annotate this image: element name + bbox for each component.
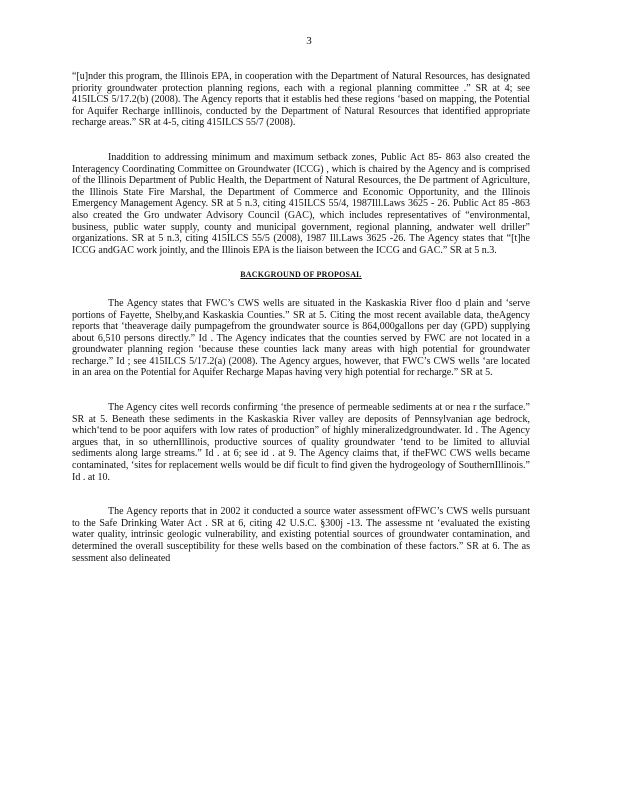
document-body — [72, 71, 530, 587]
paragraph-3: The Agency states that FWC’s CWS wells are situated in the Kaskaskia River floo d plain and ‘serve portions of Fayette, Shelby,and Kaskaskia Counties.” SR at 5. Citing the most recent available data, theAgency reports that ‘theaverage daily pumpagefrom the groundwater source is 864,000gallons per day (GPD) supplying about 6,510 persons directly.” Id . The Agency indicates that the counties served by FWC are not located in a groundwater planning region ‘because these counties lack many areas with high potential for groundwater recharge.” Id ; see 415ILCS 5/17.2(a) (2008). The Agency argues, however, that FWC’s CWS wells ‘are located in an area on the Potential for Aquifer Recharge Mapas having very high potential for recharge.” SR at 5. — [72, 297, 530, 379]
section-heading-text: BACKGROUND OF PROPOSAL — [240, 270, 362, 280]
paragraph-4: The Agency cites well records confirming ‘the presence of permeable sediments at or nea r the surface.” SR at 5. Beneath these sediments in the Kaskaskia River valley are deposits of Pennsylvanian age bedrock, which‘tend to be poor aquifers with low rates of production” of highly mineralizedgroundwater. Id . The Agency argues that, in so uthernIllinois, productive sources of quality groundwater ‘tend to be limited to alluvial sediments along large streams.” Id . at 6; see id . at 9. The Agency claims that, if theFWC CWS wells became contaminated, ‘sites for replacement wells would be dif ficult to find given the hydrogeology of SouthernIllinois.” Id . at 10. — [72, 402, 530, 483]
page-number: 3 — [306, 35, 312, 47]
paragraph-5: The Agency reports that in 2002 it conducted a source water assessment ofFWC’s CWS wells pursuant to the Safe Drinking Water Act . SR at 6, citing 42 U.S.C. §300j -13. The assessme nt ‘evaluated the existing water quality, intrinsic geologic vulnerability, and existing potential sources of groundwater contamination, and determined the overall susceptibility for these wells based on the combination of these factors.” SR at 6. The as sessment also delineated — [72, 506, 530, 564]
section-heading — [72, 269, 530, 281]
paragraph-1: “[u]nder this program, the Illinois EPA, in cooperation with the Department of Natural Resources, has designated priority groundwater protection planning regions, each with a regional planning committee .” SR at 4; see 415ILCS 5/17.2(b) (2008). The Agency reports that it establis hed these regions ‘based on mapping, the Potential for Aquifer Recharge inIllinois, conducted by the Department of Natural Resources that identified appropriate recharge areas.” SR at 4-5, citing 415ILCS 55/7 (2008). — [72, 71, 530, 129]
paragraph-2: Inaddition to addressing minimum and maximum setback zones, Public Act 85- 863 also created the Interagency Coordinating Committee on Groundwater (ICCG) , which is chaired by the Agency and is comprised of the Illinois Department of Public Health, the Department of Natural Resources, the De partment of Agriculture, the Illinois State Fire Marshal, the Department of Commerce and Economic Opportunity, and the Illinois Emergency Management Agency. SR at 5 n.3, citing 415ILCS 55/4, 1987Ill.Laws 3625 - 26. Public Act 85 -863 also created the Gro undwater Advisory Council (GAC), which includes representatives of “environmental, business, public water supply, county and municipal government, regional planning, andwater well driller” organizations. SR at 5 n.3, citing 415ILCS 55/5 (2008), 1987 Ill.Laws 3625 -26. The Agency states that “[t]he ICCG andGAC work jointly, and the Illinois EPA is the liaison between the ICCG and GAC.” SR at 5 n.3. — [72, 151, 530, 256]
